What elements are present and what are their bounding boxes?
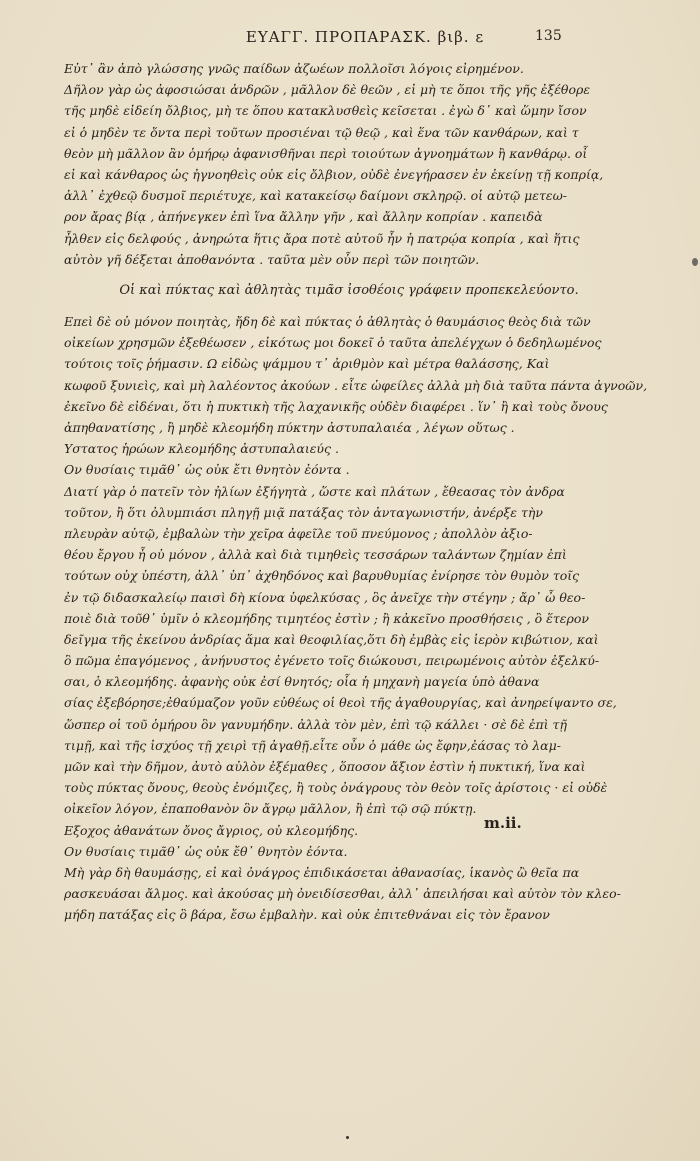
text-line: » ἀπηθανατίσης , ἢ μηδὲ κλεομήδη πύκτην ἀστυπαλαιέα , λέγων οὕτως . <box>64 417 654 438</box>
text-line: Δῆλον γὰρ ὡς ἀφοσιώσαι ἀνδρῶν , μᾶλλον δὲ θεῶν , εἰ μὴ τε ὅποι τῆς γῆς ἐξέθορε <box>64 82 591 98</box>
text-line: » Υστατος ἡρώων κλεομήδης ἀστυπαλαιεύς . <box>64 438 654 459</box>
ink-spot <box>692 258 698 266</box>
text-line: θέου ἔργου ἦ οὐ μόνον , ἀλλὰ καὶ διὰ τιμηθεὶς τεσσάρων ταλάντων ζημίαν ἐπὶ <box>64 547 567 563</box>
text-line: δεῖγμα τῆς ἐκείνου ἀνδρίας ἅμα καὶ θεοφιλίας,ὅτι δὴ ἐμβὰς εἰς ἱερὸν κιβώτιον, καὶ <box>64 631 599 647</box>
text-line: εἰ ὁ μηδὲν τε ὄντα περὶ τοῦτων προσιέναι τῷ θεῷ , καὶ ἕνα τῶν κανθάρων, καὶ τ <box>64 124 579 140</box>
text-line: » Εξοχος ἀθανάτων ὄνος ἄγριος, οὐ κλεομήδης. <box>64 820 654 841</box>
ink-dot <box>346 1136 349 1139</box>
page-number: 135 <box>535 28 562 44</box>
text-line: ρασκευάσαι ἄλμος. καὶ ἀκούσας μὴ ὀνειδίσεσθαι, ἀλλ᾽ ἀπειλήσαι καὶ αὐτὸν τὸν κλεο- <box>64 886 621 902</box>
text-line: οἰκείων χρησμῶν ἐξεθέωσεν , εἰκότως μοι δοκεῖ ὁ ταῦτα ἀπελέγχων ὁ δεδηλωμένος <box>64 335 602 351</box>
text-line: αὐτὸν γῆ δέξεται ἀποθανόντα . ταῦτα μὲν οὖν περὶ τῶν ποιητῶν. <box>64 251 480 267</box>
text-line: Επεὶ δὲ οὐ μόνον ποιητὰς, ἤδη δὲ καὶ πύκτας ὁ ἀθλητὰς ὁ θαυμάσιος θεὸς διὰ τῶν <box>64 314 591 330</box>
text-line: Μὴ γὰρ δὴ θαυμάσῃς, εἰ καὶ ὀνάγρος ἐπιδικάσεται ἀθανασίας, ἱκανὸς ὢ θεῖα πα <box>64 864 580 880</box>
text-line: εἰ καὶ κάνθαρος ὡς ἠγνοηθεὶς οὐκ εἰς ὄλβιον, οὐδὲ ἐνεγήρασεν ἐν ἐκείνῃ τῇ κοπρίᾳ, <box>64 166 604 182</box>
text-line: σαι, ὁ κλεομήδης. ἀφανὴς οὐκ ἐσί θνητός; οἷα ἡ μηχανὴ μαγεία ὑπὸ ἀθανα <box>64 674 540 690</box>
text-line: Διατί γὰρ ὁ πατεῖν τὸν ἠλίων ἐξήγητὰ , ὥστε καὶ πλάτων , ἔθεασας τὸν ἀνδρα <box>64 483 565 499</box>
text-line: Οἱ καὶ πύκτας καὶ ἀθλητὰς τιμᾶσ ἰσοθέοις γράφειν προπεκελεύοντο. <box>119 282 579 298</box>
text-block <box>64 58 654 926</box>
signature-mark: m.ii. <box>484 814 522 832</box>
text-line: τιμῇ, καὶ τῆς ἰσχύος τῇ χειρὶ τῇ ἀγαθῇ.εἶτε οὖν ὁ μάθε ὡς ἔφην,ἐάσας τὸ λαμ- <box>64 737 561 753</box>
text-line: » Εὐτ᾽ ἂν ἀπὸ γλώσσης γνῶς παίδων ἀζωέων πολλοῖσι λόγοις εἰρημένον. <box>64 58 654 79</box>
text-line: τούτων οὐχ ὑπέστη, ἀλλ᾽ ὑπ᾽ ἀχθηδόνος καὶ βαρυθυμίας ἐνίρησε τὸν θυμὸν τοῖς <box>64 568 580 584</box>
text-line: μῶν καὶ τὴν δῆμον, ἀυτὸ αὐλὸν ἐξέμαθες , ὅποσον ἄξιον ἐστὶν ἡ πυκτική, ἵνα καὶ <box>64 759 586 774</box>
text-line: μήδη πατάξας εἰς ὃ βάρα, ἔσω ἐμβαλὴν. καὶ οὐκ ἐπιτεθνάναι εἰς τὸν ἔρανον <box>64 907 550 923</box>
text-line: » Ον θυσίαις τιμᾶθ᾽ ὡς οὐκ ἔθ᾽ θνητὸν ἐόντα. <box>64 841 654 862</box>
text-line: τοὺς πύκτας ὄνους, θεοὺς ἐνόμιζες, ἢ τοὺς ὀνάγρους τὸν θεὸν τοῖς ἀρίστοις · εἰ οὐδὲ <box>64 780 608 796</box>
running-title: ΕΥΑΓΓ. ΠΡΟΠΑΡΑΣΚ. βιβ. ε <box>245 28 485 46</box>
text-line: ἀλλ᾽ ἐχθεῷ δυσμοῖ περιέτυχε, καὶ κατακείσῳ δαίμονι σκληρῷ. οἱ αὐτῷ μετεω- <box>64 188 568 204</box>
text-line: » τούτοις τοῖς ῥήμασιν. Ω εἰδὼς ψάμμου τ᾽ ἀριθμὸν καὶ μέτρα θαλάσσης, Καὶ <box>64 353 654 374</box>
text-line: ἦλθεν εἰς δελφούς , ἀνηρώτα ἥτις ἄρα ποτὲ αὐτοῦ ἦν ἡ πατρῴα κοπρία , καὶ ἥτις <box>64 230 580 246</box>
text-line: πλευρὰν αὐτῷ, ἐμβαλὼν τὴν χεῖρα ἀφεῖλε τοῦ πνεύμονος ; ἀπολλὸν ἀξιο- <box>64 525 533 541</box>
text-line: » κωφοῦ ξυνιεὶς, καὶ μὴ λαλέοντος ἀκούων . εἶτε ὡφείλες ἀλλὰ μὴ διὰ ταῦτα πάντα ἀγνοῶν, <box>64 375 654 396</box>
text-line: » ἐκεῖνο δὲ εἰδέναι, ὅτι ἡ πυκτικὴ τῆς λαχανικῆς οὐδὲν διαφέρει . ἵν᾽ ἢ καὶ τοὺς ὄνους <box>64 396 654 417</box>
text-line: ποιὲ διὰ τοῦθ᾽ ὑμῖν ὁ κλεομήδης τιμητέος ἐστὶν ; ἢ κἀκεῖνο προσθήσεις , ὃ ἕτερον <box>64 610 589 626</box>
text-line: θεὸν μὴ μᾶλλον ἂν ὁμήρῳ ἀφανισθῆναι περὶ τοιούτων ἀγνοημάτων ἢ κανθάρῳ. οἶ <box>64 145 588 161</box>
text-line: ὃ πῶμα ἐπαγόμενος , ἀνήνυστος ἐγένετο τοῖς διώκουσι, πειρωμένοις αὐτὸν ἐξελκύ- <box>64 653 600 669</box>
text-line: τῆς μηδὲ εἰδείη ὄλβιος, μὴ τε ὅπου κατακλυσθεὶς κεῖσεται . ἐγὼ δ᾽ καὶ ὥμην ἴσον <box>64 103 587 119</box>
text-line: ρον ἄρας βίᾳ , ἀπήνεγκεν ἐπὶ ἵνα ἄλλην γῆν , καὶ ἄλλην κοπρίαν . καπειδὰ <box>64 209 543 225</box>
text-line: οἰκεῖον λόγον, ἐπαποθανὸν ὃν ἄγρῳ μᾶλλον, ἢ ἐπὶ τῷ σῷ πύκτῃ. <box>64 801 477 817</box>
text-line: ὥσπερ οἱ τοῦ ὁμήρου ὃν γανυμήδην. ἀλλὰ τὸν μὲν, ἐπὶ τῷ κάλλει · σὲ δὲ ἐπὶ τῇ <box>64 716 567 732</box>
text-line: » Ον θυσίαις τιμᾶθ᾽ ὡς οὐκ ἔτι θνητὸν ἐόντα . <box>64 459 654 480</box>
text-line: σίας ἐξεβόρησε;ἐθαύμαζον γοῦν εὐθέως οἱ θεοὶ τῆς ἀγαθουργίας, καὶ ἀνηρείψαντο σε, <box>64 695 617 711</box>
text-line: ἐν τῷ διδασκαλείῳ παισὶ δὴ κίονα ὑφελκύσας , ὃς ἀνεῖχε τὴν στέγην ; ἄρ᾽ ὦ θεο- <box>64 589 586 605</box>
text-line: τοῦτον, ἢ ὅτι ὀλυμπιάσι πληγῇ μιᾷ πατάξας τὸν ἀνταγωνιστήν, ἀνέρξε τὴν <box>64 504 543 520</box>
